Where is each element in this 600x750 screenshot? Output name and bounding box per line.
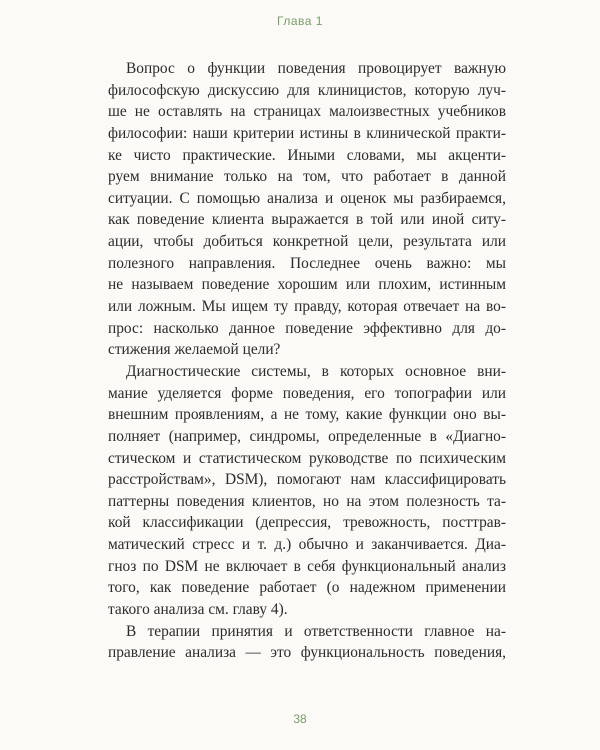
text-line: полняет (например, синдромы, определенные в «Диагно-	[108, 427, 506, 445]
text-line: руем внимание только на том, что работает в данной	[108, 168, 506, 186]
text-line: как поведение клиента выражается в той или иной ситу-	[108, 211, 506, 229]
text-line: правление анализа — это функциональность поведения,	[108, 644, 506, 662]
text-line: Вопрос о функции поведения провоцирует важную	[126, 60, 506, 77]
text-line: гноз по DSM не включает в себя функциональный анализ	[108, 557, 506, 575]
text-line: ситуации. С помощью анализа и оценок мы разбираемся,	[108, 189, 506, 207]
text-line: мание уделяется форме поведения, его топографии или	[108, 384, 506, 402]
body-text	[108, 58, 506, 664]
text-line: философскую дискуссию для клиницистов, которую луч-	[108, 81, 506, 99]
running-header: Глава 1	[277, 14, 323, 28]
text-line: прос: насколько данное поведение эффективно для до-	[108, 319, 506, 337]
text-line: стическом и статистическом руководстве по психическим	[108, 449, 506, 467]
text-line: ке чисто практические. Иными словами, мы акценти-	[108, 146, 506, 164]
text-line: В терапии принятия и ответственности главное на-	[126, 622, 506, 640]
text-line: стижения желаемой цели?	[108, 341, 281, 359]
paragraph-1	[108, 58, 506, 361]
text-line: внешним проявлениям, а не тому, какие функции оно вы-	[108, 406, 506, 424]
text-line: полезного направления. Последнее очень важно: мы	[108, 254, 506, 272]
page-number: 38	[293, 712, 307, 726]
text-line: матический стресс и т. д.) обычно и заканчивается. Диа-	[108, 536, 506, 554]
text-line: кой классификации (депрессия, тревожность, посттрав-	[108, 514, 506, 532]
text-line: Диагностические системы, в которых основное вни-	[126, 362, 506, 380]
text-line: того, как поведение работает (о надежном применении	[108, 579, 506, 597]
text-line: ации, чтобы добиться конкретной цели, результата или	[108, 233, 506, 251]
paragraph-3	[108, 621, 506, 664]
text-line: не называем поведение хорошим или плохим, истинным	[108, 276, 506, 294]
text-line: или ложным. Мы ищем ту правду, которая отвечает на во-	[108, 298, 506, 316]
paragraph-2	[108, 361, 506, 621]
text-line: паттерны поведения клиентов, но на этом полезность та-	[108, 492, 506, 510]
text-line: ше не оставлять на страницах малоизвестных учебников	[108, 103, 506, 121]
text-line: философии: наши критерии истины в клинической практи-	[108, 124, 506, 142]
text-line: расстройствам», DSM), помогают нам классифицировать	[108, 471, 506, 489]
text-line: такого анализа см. главу 4).	[108, 601, 288, 619]
